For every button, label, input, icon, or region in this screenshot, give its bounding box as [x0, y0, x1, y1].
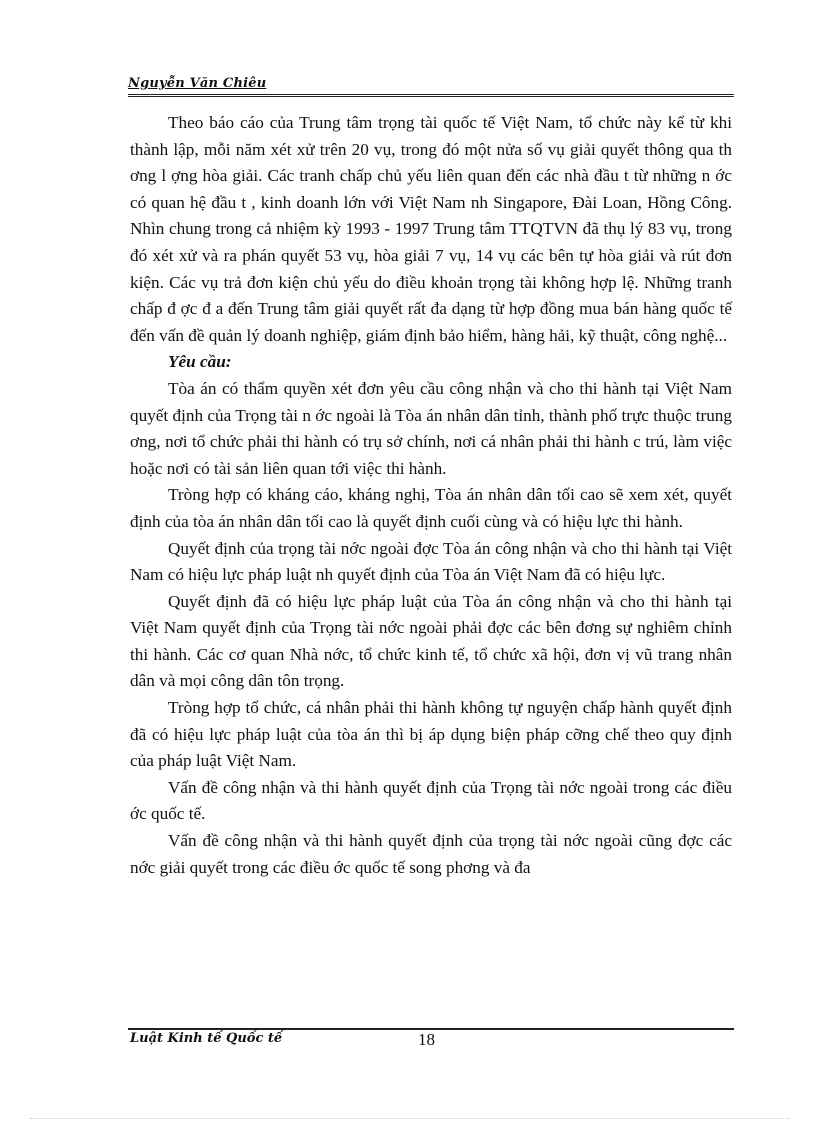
paragraph: Quyết định của trọng tài nớc ngoài đợc Tòa án công nhận và cho thi hành tại Việt Nam có hiệu lực pháp luật nh quyết định của Tòa án Việt Nam đã có hiệu lực. [130, 538, 732, 585]
footer-title: Luật Kinh tế Quốc tế [130, 1031, 283, 1046]
paragraph: Theo báo cáo của Trung tâm trọng tài quốc tế Việt Nam, tổ chức này kể từ khi thành lập, mỗi năm xét xử trên 20 vụ, trong đó một nửa số vụ giải quyết thông qua th ơng l ợng hòa giải. Các tranh chấp chủ yếu liên quan đến các nhà đầu t từ những n ớc có quan hệ đầu t , kinh doanh lớn với Việt Nam nh Singapore, Đài Loan, Hồng Công. Nhìn chung trong cả nhiệm kỳ 1993 - 1997 Trung tâm TTQTVN đã thụ lý 83 vụ, trong đó xét xử và ra phán quyết 53 vụ, hòa giải 7 vụ, 14 vụ các bên tự hòa giải và rút đơn kiện. Các vụ trả đơn kiện chủ yếu do điều khoản trọng tài không hợp lệ. Những tranh chấp đ ợc đ a đến Trung tâm giải quyết rất đa dạng từ hợp đồng mua bán hàng quốc tế đến vấn đề quản lý doanh nghiệp, giám định bảo hiểm, hàng hải, kỹ thuật, công nghệ... [130, 113, 732, 345]
page-edge-divider [30, 1118, 790, 1119]
paragraph: Quyết định đã có hiệu lực pháp luật của Tòa án công nhận và cho thi hành tại Việt Nam quyết định của Trọng tài nớc ngoài phải đợc các bên đơng sự nghiêm chỉnh thi hành. Các cơ quan Nhà nớc, tổ chức kinh tế, tổ chức xã hội, đơn vị vũ trang nhân dân và mọi công dân tôn trọng. [130, 591, 732, 691]
header-author: Nguyễn Văn Chiêu [128, 76, 267, 91]
paragraph: Tòa án có thẩm quyền xét đơn yêu cầu công nhận và cho thi hành tại Việt Nam quyết định của Trọng tài n ớc ngoài là Tòa án nhân dân tỉnh, thành phố trực thuộc trung ơng, nơi tổ chức phải thi hành có trụ sở chính, nơi cá nhân phải thi hành c trú, làm việc hoặc nơi có tài sản liên quan tới việc thi hành. [130, 378, 732, 478]
section-heading: Yêu cầu: [168, 352, 232, 372]
paragraph: Vấn đề công nhận và thi hành quyết định của trọng tài nớc ngoài cũng đợc các nớc giải quyết trong các điều ớc quốc tế song phơng và đa [130, 831, 732, 877]
page-number: 18 [418, 1030, 435, 1049]
paragraph: Tròng hợp có kháng cáo, kháng nghị, Tòa án nhân dân tối cao sẽ xem xét, quyết định của tòa án nhân dân tối cao là quyết định cuối cùng và có hiệu lực thi hành. [130, 485, 732, 531]
document-body [130, 110, 732, 881]
paragraph: Tròng hợp tổ chức, cá nhân phải thi hành không tự nguyện chấp hành quyết định đã có hiệu lực pháp luật của tòa án thì bị áp dụng biện pháp cỡng chế theo quy định của pháp luật Việt Nam. [130, 698, 732, 771]
paragraph: Vấn đề công nhận và thi hành quyết định của Trọng tài nớc ngoài trong các điều ớc quốc tế. [130, 777, 732, 824]
page-header [128, 76, 734, 97]
